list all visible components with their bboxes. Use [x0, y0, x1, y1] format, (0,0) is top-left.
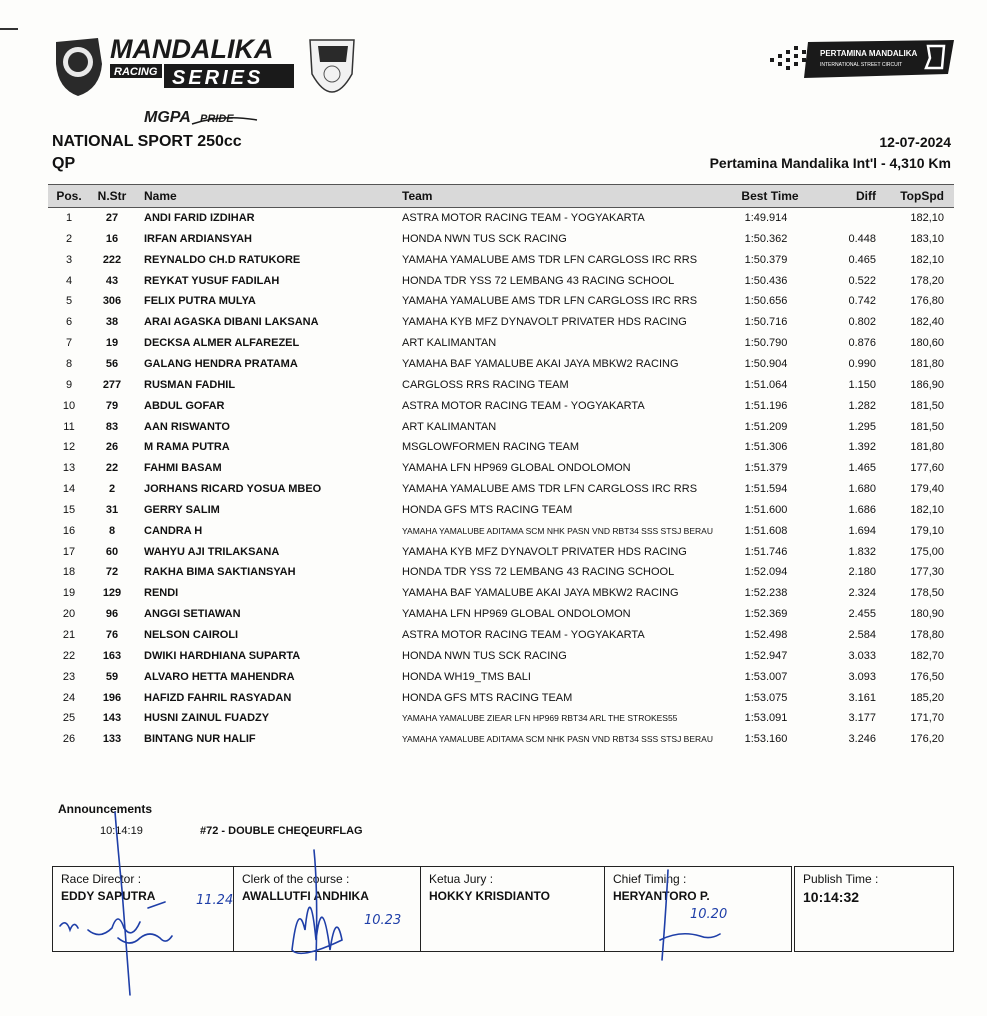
table-row [48, 375, 954, 396]
announcements-title: Announcements [58, 802, 153, 816]
header-topspeed: TopSpd [900, 189, 944, 203]
row-best-time: 1:50.436 [744, 274, 788, 287]
row-position: 14 [62, 483, 76, 496]
row-position: 13 [62, 462, 76, 475]
row-start-number: 19 [105, 337, 119, 350]
chief-timing-label: Chief Timing : [613, 872, 687, 886]
table-row [48, 562, 954, 583]
row-best-time: 1:51.064 [744, 378, 788, 391]
clerk-handwritten-time: 10.23 [364, 913, 402, 928]
header-best-time: Best Time [741, 189, 799, 203]
row-best-time: 1:50.656 [744, 295, 788, 308]
header-pos: Pos. [56, 189, 82, 203]
row-position: 12 [62, 441, 76, 454]
row-top-speed: 171,70 [910, 712, 944, 725]
table-row [48, 208, 954, 229]
row-team: YAMAHA KYB MFZ DYNAVOLT PRIVATER HDS RACING [402, 316, 687, 329]
table-row [48, 354, 954, 375]
row-best-time: 1:51.306 [744, 441, 788, 454]
row-top-speed: 181,80 [910, 357, 944, 370]
row-start-number: 222 [102, 253, 122, 266]
row-diff: 1.832 [848, 545, 876, 558]
table-row [48, 729, 954, 750]
row-start-number: 8 [108, 524, 116, 537]
row-diff: 0.522 [848, 274, 876, 287]
row-diff: 2.180 [848, 566, 876, 579]
row-rider-name: CANDRA H [144, 524, 203, 537]
row-position: 26 [62, 733, 76, 746]
row-best-time: 1:51.209 [744, 420, 788, 433]
brand-racing-text: RACING [114, 66, 158, 78]
header-team: Team [402, 189, 433, 203]
row-team: YAMAHA YAMALUBE AMS TDR LFN CARGLOSS IRC RRS [402, 483, 698, 496]
clerk-name: AWALLUTFI ANDHIKA [242, 889, 369, 903]
table-row [48, 417, 954, 438]
row-top-speed: 179,40 [910, 483, 944, 496]
row-diff: 1.282 [848, 399, 876, 412]
header-number: N.Str [97, 189, 127, 203]
row-rider-name: WAHYU AJI TRILAKSANA [144, 545, 280, 558]
row-diff: 1.465 [848, 462, 876, 475]
row-top-speed: 182,10 [910, 212, 944, 224]
row-team: YAMAHA BAF YAMALUBE AKAI JAYA MBKW2 RACING [402, 357, 679, 370]
row-start-number: 59 [105, 670, 119, 683]
row-start-number: 27 [105, 212, 119, 224]
row-start-number: 277 [102, 378, 122, 391]
table-row [48, 500, 954, 521]
table-row [48, 521, 954, 542]
row-start-number: 72 [105, 566, 119, 579]
row-team: MSGLOWFORMEN RACING TEAM [402, 441, 580, 454]
row-team: YAMAHA YAMALUBE AMS TDR LFN CARGLOSS IRC RRS [402, 295, 698, 308]
row-rider-name: DECKSA ALMER ALFAREZEL [144, 337, 300, 350]
row-rider-name: RAKHA BIMA SAKTIANSYAH [144, 566, 296, 579]
results-table-header [48, 184, 954, 208]
row-start-number: 96 [105, 608, 119, 621]
row-best-time: 1:53.091 [744, 712, 788, 725]
publish-time-label: Publish Time : [803, 872, 879, 886]
row-best-time: 1:50.904 [744, 357, 788, 370]
announcement-pen-stroke [115, 812, 130, 995]
row-team: ASTRA MOTOR RACING TEAM - YOGYAKARTA [402, 212, 645, 224]
row-top-speed: 176,20 [910, 733, 944, 746]
row-best-time: 1:52.947 [744, 649, 788, 662]
row-start-number: 43 [105, 274, 119, 287]
pertamina-mandalika-logo [768, 38, 954, 84]
row-rider-name: DWIKI HARDHIANA SUPARTA [144, 649, 301, 662]
row-best-time: 1:51.594 [744, 483, 788, 496]
row-diff: 1.295 [848, 420, 876, 433]
table-row [48, 708, 954, 729]
row-top-speed: 179,10 [910, 524, 944, 537]
row-start-number: 76 [105, 629, 119, 641]
row-diff: 2.584 [848, 629, 876, 641]
chief-timing-handwritten-time: 10.20 [690, 907, 728, 922]
race-director-signature [60, 902, 172, 943]
checkered-flag-icon [770, 46, 806, 70]
row-top-speed: 177,60 [910, 462, 944, 475]
row-best-time: 1:50.379 [744, 253, 788, 266]
row-start-number: 163 [102, 649, 122, 662]
brand-top-text: MANDALIKA [110, 34, 274, 64]
row-rider-name: AAN RISWANTO [144, 420, 230, 433]
row-best-time: 1:53.160 [744, 733, 788, 746]
row-diff: 3.177 [848, 712, 876, 725]
row-top-speed: 178,80 [910, 629, 944, 641]
row-rider-name: ALVARO HETTA MAHENDRA [144, 670, 295, 683]
row-diff: 1.150 [848, 378, 876, 391]
row-team: ASTRA MOTOR RACING TEAM - YOGYAKARTA [402, 629, 645, 641]
row-team: ART KALIMANTAN [402, 420, 497, 433]
row-best-time: 1:51.608 [744, 524, 788, 537]
table-row [48, 396, 954, 417]
row-position: 1 [65, 212, 73, 224]
race-director-name: EDDY SAPUTRA [61, 889, 156, 903]
row-best-time: 1:50.716 [744, 316, 788, 329]
row-best-time: 1:51.379 [744, 462, 788, 475]
row-best-time: 1:50.790 [744, 337, 788, 350]
row-rider-name: BINTANG NUR HALIF [144, 733, 256, 746]
row-start-number: 26 [105, 441, 119, 454]
row-rider-name: REYNALDO CH.D RATUKORE [144, 253, 301, 266]
row-top-speed: 181,50 [910, 420, 944, 433]
row-diff: 0.990 [848, 357, 876, 370]
row-position: 8 [65, 357, 73, 370]
row-team: ASTRA MOTOR RACING TEAM - YOGYAKARTA [402, 399, 645, 412]
row-start-number: 79 [105, 399, 119, 412]
table-row [48, 333, 954, 354]
row-position: 19 [62, 587, 76, 600]
row-diff: 1.686 [848, 503, 876, 516]
row-top-speed: 182,70 [910, 649, 944, 662]
row-best-time: 1:51.746 [744, 545, 788, 558]
publish-time-value: 10:14:32 [803, 889, 860, 905]
table-row [48, 625, 954, 646]
row-top-speed: 177,30 [910, 566, 944, 579]
row-diff: 1.680 [848, 483, 876, 496]
mandalika-racing-series-logo [52, 34, 372, 129]
row-rider-name: RUSMAN FADHIL [144, 378, 236, 391]
chief-timing-name: HERYANTORO P. [613, 889, 710, 903]
scan-mark [0, 28, 18, 30]
row-best-time: 1:53.007 [744, 670, 788, 683]
table-row [48, 646, 954, 667]
row-start-number: 133 [102, 733, 122, 746]
table-row [48, 479, 954, 500]
session-title: QP [52, 155, 76, 172]
row-start-number: 83 [105, 420, 119, 433]
row-start-number: 16 [105, 232, 119, 245]
row-position: 21 [62, 629, 76, 641]
row-rider-name: ARAI AGASKA DIBANI LAKSANA [144, 316, 319, 329]
row-position: 23 [62, 670, 76, 683]
row-position: 15 [62, 503, 76, 516]
row-team: YAMAHA LFN HP969 GLOBAL ONDOLOMON [402, 608, 631, 621]
row-start-number: 306 [102, 295, 122, 308]
row-rider-name: IRFAN ARDIANSYAH [144, 232, 252, 245]
row-position: 11 [63, 420, 75, 433]
circuit-logo-line1: PERTAMINA MANDALIKA [820, 49, 918, 58]
row-diff: 2.455 [848, 608, 876, 621]
row-position: 22 [62, 649, 76, 662]
row-team: YAMAHA KYB MFZ DYNAVOLT PRIVATER HDS RACING [402, 545, 687, 558]
row-position: 9 [65, 378, 73, 391]
row-position: 10 [62, 399, 76, 412]
race-class-title: NATIONAL SPORT 250cc [52, 133, 242, 150]
row-best-time: 1:52.498 [744, 629, 788, 641]
header-name: Name [144, 189, 177, 203]
row-position: 6 [65, 316, 73, 329]
row-position: 4 [65, 274, 73, 287]
row-rider-name: GALANG HENDRA PRATAMA [144, 357, 298, 370]
row-top-speed: 176,50 [910, 670, 944, 683]
row-position: 25 [62, 712, 76, 725]
handwritten-signatures [0, 790, 987, 1000]
row-position: 16 [62, 524, 76, 537]
row-diff: 3.093 [848, 670, 876, 683]
table-row [48, 583, 954, 604]
table-row [48, 437, 954, 458]
table-row [48, 271, 954, 292]
brand-series-text: SERIES [172, 67, 264, 89]
row-diff: 3.246 [848, 733, 876, 746]
row-team: HONDA TDR YSS 72 LEMBANG 43 RACING SCHOOL [402, 566, 675, 579]
row-top-speed: 182,10 [910, 253, 944, 266]
row-start-number: 56 [105, 357, 119, 370]
row-top-speed: 182,10 [910, 503, 944, 516]
row-rider-name: JORHANS RICARD YOSUA MBEO [144, 483, 322, 496]
row-start-number: 2 [108, 483, 116, 496]
row-diff: 0.448 [848, 232, 876, 245]
row-diff: 1.694 [848, 524, 876, 537]
race-director-label: Race Director : [61, 872, 142, 886]
event-date: 12-07-2024 [879, 134, 951, 150]
row-best-time: 1:52.094 [744, 566, 788, 579]
row-top-speed: 178,20 [910, 274, 944, 287]
row-position: 20 [62, 608, 76, 621]
row-rider-name: HAFIZD FAHRIL RASYADAN [144, 691, 292, 704]
row-top-speed: 180,60 [910, 337, 944, 350]
announcement-text: #72 - DOUBLE CHEQEURFLAG [200, 825, 363, 837]
row-team: HONDA WH19_TMS BALI [402, 670, 531, 683]
row-team: YAMAHA YAMALUBE AMS TDR LFN CARGLOSS IRC RRS [402, 253, 698, 266]
row-diff: 3.161 [848, 691, 876, 704]
row-best-time: 1:52.238 [744, 587, 788, 600]
row-rider-name: ABDUL GOFAR [144, 399, 225, 412]
row-start-number: 60 [105, 545, 119, 558]
row-best-time: 1:51.196 [744, 399, 788, 412]
row-start-number: 38 [105, 316, 119, 329]
row-best-time: 1:53.075 [744, 691, 788, 704]
row-position: 24 [62, 691, 76, 704]
table-row [48, 312, 954, 333]
row-team: YAMAHA BAF YAMALUBE AKAI JAYA MBKW2 RACING [402, 587, 679, 600]
circuit-logo-line2: INTERNATIONAL STREET CIRCUIT [820, 62, 903, 68]
row-best-time: 1:50.362 [744, 232, 788, 245]
row-best-time: 1:52.369 [744, 608, 788, 621]
row-best-time: 1:49.914 [744, 212, 788, 224]
row-position: 5 [65, 295, 73, 308]
row-top-speed: 178,50 [910, 587, 944, 600]
row-start-number: 129 [102, 587, 122, 600]
row-team: HONDA GFS MTS RACING TEAM [402, 691, 573, 704]
row-diff: 1.392 [848, 441, 876, 454]
clerk-signature [292, 850, 342, 960]
mgpa-logo-text: MGPA [144, 109, 191, 126]
row-team: HONDA GFS MTS RACING TEAM [402, 503, 573, 516]
row-rider-name: NELSON CAIROLI [144, 629, 239, 641]
row-team: HONDA NWN TUS SCK RACING [402, 649, 567, 662]
table-row [48, 604, 954, 625]
table-row [48, 542, 954, 563]
clerk-label: Clerk of the course : [242, 872, 350, 886]
race-director-handwritten-time: 11.24 [196, 893, 234, 908]
jury-name: HOKKY KRISDIANTO [429, 889, 550, 903]
row-best-time: 1:51.600 [744, 503, 788, 516]
announcement-time: 10:14:19 [100, 825, 143, 837]
row-rider-name: ANGGI SETIAWAN [144, 608, 241, 621]
row-position: 7 [65, 337, 73, 350]
jury-label: Ketua Jury : [429, 872, 494, 886]
row-top-speed: 181,50 [910, 399, 944, 412]
row-rider-name: HUSNI ZAINUL FUADZY [144, 712, 270, 725]
row-diff: 0.876 [848, 337, 876, 350]
row-top-speed: 180,90 [910, 608, 944, 621]
association-seal-icon [310, 40, 354, 92]
helmet-shield-icon [56, 38, 102, 96]
row-start-number: 143 [102, 712, 122, 725]
row-top-speed: 186,90 [910, 378, 944, 391]
row-rider-name: ANDI FARID IZDIHAR [144, 212, 255, 224]
row-team: YAMAHA YAMALUBE ADITAMA SCM NHK PASN VND RBT34 SSS STSJ BERAU [402, 734, 713, 745]
row-team: YAMAHA YAMALUBE ADITAMA SCM NHK PASN VND RBT34 SSS STSJ BERAU [402, 525, 713, 536]
table-row [48, 667, 954, 688]
row-rider-name: RENDI [144, 587, 179, 600]
row-rider-name: REYKAT YUSUF FADILAH [144, 274, 280, 287]
row-diff: 3.033 [848, 649, 876, 662]
table-row [48, 458, 954, 479]
row-position: 3 [65, 253, 73, 266]
row-rider-name: FAHMI BASAM [144, 462, 222, 475]
row-top-speed: 183,10 [910, 232, 944, 245]
row-top-speed: 181,80 [910, 441, 944, 454]
row-top-speed: 185,20 [910, 691, 944, 704]
row-start-number: 22 [105, 462, 119, 475]
row-position: 17 [62, 545, 76, 558]
row-diff: 2.324 [848, 587, 876, 600]
row-team: HONDA TDR YSS 72 LEMBANG 43 RACING SCHOOL [402, 274, 675, 287]
row-rider-name: M RAMA PUTRA [144, 441, 230, 454]
table-row [48, 291, 954, 312]
circuit-name: Pertamina Mandalika Int'l - 4,310 Km [709, 155, 951, 171]
row-rider-name: GERRY SALIM [144, 503, 220, 516]
row-rider-name: FELIX PUTRA MULYA [144, 295, 256, 308]
row-top-speed: 175,00 [910, 545, 944, 558]
row-position: 18 [62, 566, 76, 579]
pride-logo-text: PRIDE [200, 113, 234, 125]
row-diff: 0.802 [848, 316, 876, 329]
row-team: YAMAHA LFN HP969 GLOBAL ONDOLOMON [402, 462, 631, 475]
row-top-speed: 182,40 [910, 316, 944, 329]
row-team: ART KALIMANTAN [402, 337, 497, 350]
row-team: YAMAHA YAMALUBE ZIEAR LFN HP969 RBT34 ARL THE STROKES55 [402, 713, 678, 724]
row-start-number: 196 [102, 691, 122, 704]
row-team: HONDA NWN TUS SCK RACING [402, 232, 567, 245]
row-diff: 0.742 [848, 295, 876, 308]
row-top-speed: 176,80 [910, 295, 944, 308]
header-diff: Diff [856, 189, 876, 203]
row-diff: 0.465 [848, 253, 876, 266]
table-row [48, 250, 954, 271]
row-team: CARGLOSS RRS RACING TEAM [402, 378, 569, 391]
row-position: 2 [65, 232, 73, 245]
table-row [48, 688, 954, 709]
row-start-number: 31 [105, 503, 119, 516]
table-row [48, 229, 954, 250]
